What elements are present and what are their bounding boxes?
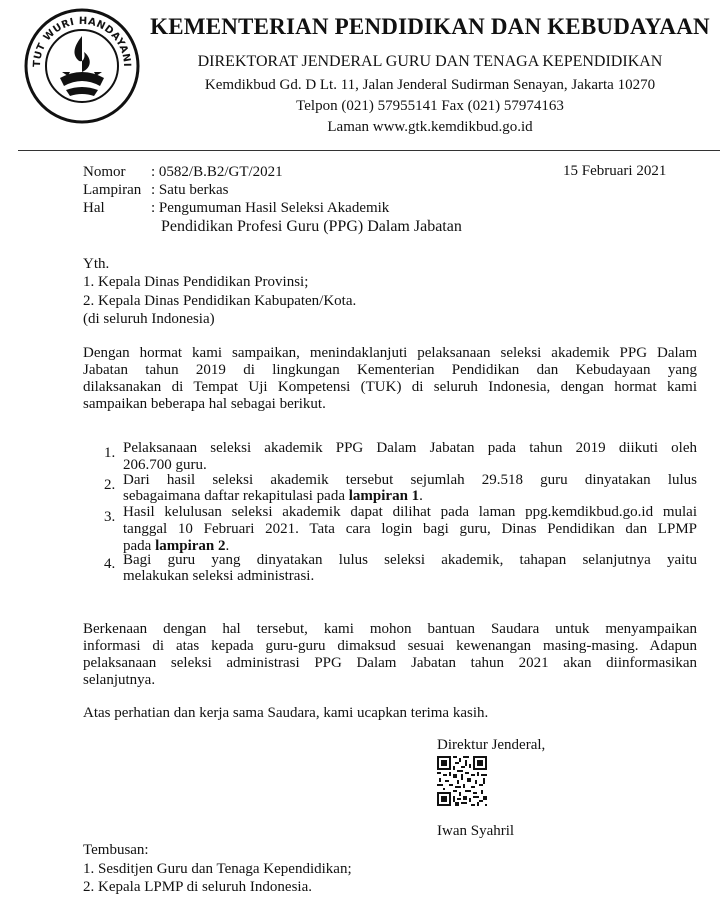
- nomor-row: [83, 163, 283, 181]
- item-4-number: 4.: [104, 556, 116, 572]
- lampiran-value: : Satu berkas: [151, 182, 229, 198]
- item-3-line-1: Hasil kelulusan seleksi akademik dapat dilihat pada laman ppg.kemdikbud.go.id mulai: [123, 504, 697, 520]
- hal-value-line-2: Pendidikan Profesi Guru (PPG) Dalam Jabatan: [161, 218, 462, 235]
- nomor-value: : 0582/B.B2/GT/2021: [151, 164, 283, 180]
- intro-line-1: Dengan hormat kami sampaikan, menindaklanjuti pelaksanaan seleksi akademik PPG Dalam: [83, 345, 697, 361]
- closing-line-4: selanjutnya.: [83, 672, 156, 688]
- lampiran-2-ref: lampiran 2: [155, 538, 226, 554]
- tut-wuri-handayani-logo: [22, 6, 142, 126]
- cc-2: 2. Kepala LPMP di seluruh Indonesia.: [83, 879, 312, 895]
- item-3-number: 3.: [104, 509, 116, 525]
- letterhead-divider: [18, 150, 720, 151]
- closing-line-2: informasi di atas kepada guru-guru dimaksud sesuai kewenangan masing-masing. Adapun: [83, 638, 697, 654]
- directorate-name: DIREKTORAT JENDERAL GURU DAN TENAGA KEPENDIDIKAN: [197, 53, 663, 70]
- letter-date: 15 Februari 2021: [563, 163, 667, 179]
- item-1-line-2: 206.700 guru.: [123, 457, 207, 473]
- qr-code-signature: [437, 756, 487, 806]
- intro-line-2: Jabatan tahun 2019 di lingkungan Kementerian Pendidikan dan Kebudayaan yang: [83, 362, 697, 378]
- nomor-label: Nomor: [83, 164, 126, 180]
- phone-fax: Telpon (021) 57955141 Fax (021) 57974163: [296, 98, 564, 114]
- address: Kemdikbud Gd. D Lt. 11, Jalan Jenderal Sudirman Senayan, Jakarta 10270: [204, 77, 656, 93]
- intro-line-3: dilaksanakan di Tempat Uji Kompetensi (TUK) di seluruh Indonesia, dengan hormat kami: [83, 379, 697, 395]
- item-3-line-2: tanggal 10 Februari 2021. Tata cara login bagi guru, Dinas Pendidikan dan LPMP: [123, 521, 697, 537]
- lampiran-row: [83, 181, 228, 199]
- recipient-3: (di seluruh Indonesia): [83, 311, 215, 327]
- lampiran-label: Lampiran: [83, 182, 142, 198]
- closing-line-3: pelaksanaan seleksi administrasi PPG Dalam Jabatan tahun 2021 akan diinformasikan: [83, 655, 697, 671]
- item-2-number: 2.: [104, 477, 116, 493]
- cc-label: Tembusan:: [83, 842, 149, 858]
- item-1-number: 1.: [104, 445, 116, 461]
- item-4-line-1: Bagi guru yang dinyatakan lulus seleksi akademik, tahapan selanjutnya yaitu: [123, 552, 697, 568]
- intro-line-4: sampaikan beberapa hal sebagai berikut.: [83, 396, 326, 412]
- website: Laman www.gtk.kemdikbud.go.id: [327, 119, 533, 135]
- salutation: Yth.: [83, 256, 110, 272]
- item-3-line-3: pada lampiran 2.: [123, 538, 230, 554]
- item-2-line-2: sebagaimana daftar rekapitulasi pada lampiran 1.: [123, 488, 423, 504]
- hal-row: [83, 199, 389, 217]
- recipient-2: 2. Kepala Dinas Pendidikan Kabupaten/Kota.: [83, 293, 357, 309]
- hal-value: : Pengumuman Hasil Seleksi Akademik: [151, 200, 390, 216]
- ministry-name: KEMENTERIAN PENDIDIKAN DAN KEBUDAYAAN: [150, 14, 710, 39]
- lampiran-1-ref: lampiran 1: [348, 488, 420, 504]
- item-2-line-1: Dari hasil seleksi akademik tersebut sejumlah 29.518 guru dinyatakan lulus: [123, 472, 697, 488]
- thanks-line: Atas perhatian dan kerja sama Saudara, kami ucapkan terima kasih.: [83, 705, 489, 721]
- recipient-1: 1. Kepala Dinas Pendidikan Provinsi;: [83, 274, 309, 290]
- signature-title: Direktur Jenderal,: [437, 737, 546, 753]
- item-4-line-2: melakukan seleksi administrasi.: [123, 568, 315, 584]
- signatory-name: Iwan Syahril: [437, 823, 515, 839]
- item-1-line-1: Pelaksanaan seleksi akademik PPG Dalam Jabatan pada tahun 2019 diikuti oleh: [123, 440, 697, 456]
- hal-label: Hal: [83, 200, 105, 216]
- svg-text:TUT WURI HANDAYANI: TUT WURI HANDAYANI: [31, 15, 133, 68]
- cc-1: 1. Sesditjen Guru dan Tenaga Kependidikan;: [83, 861, 352, 877]
- closing-line-1: Berkenaan dengan hal tersebut, kami mohon bantuan Saudara untuk menyampaikan: [83, 621, 697, 637]
